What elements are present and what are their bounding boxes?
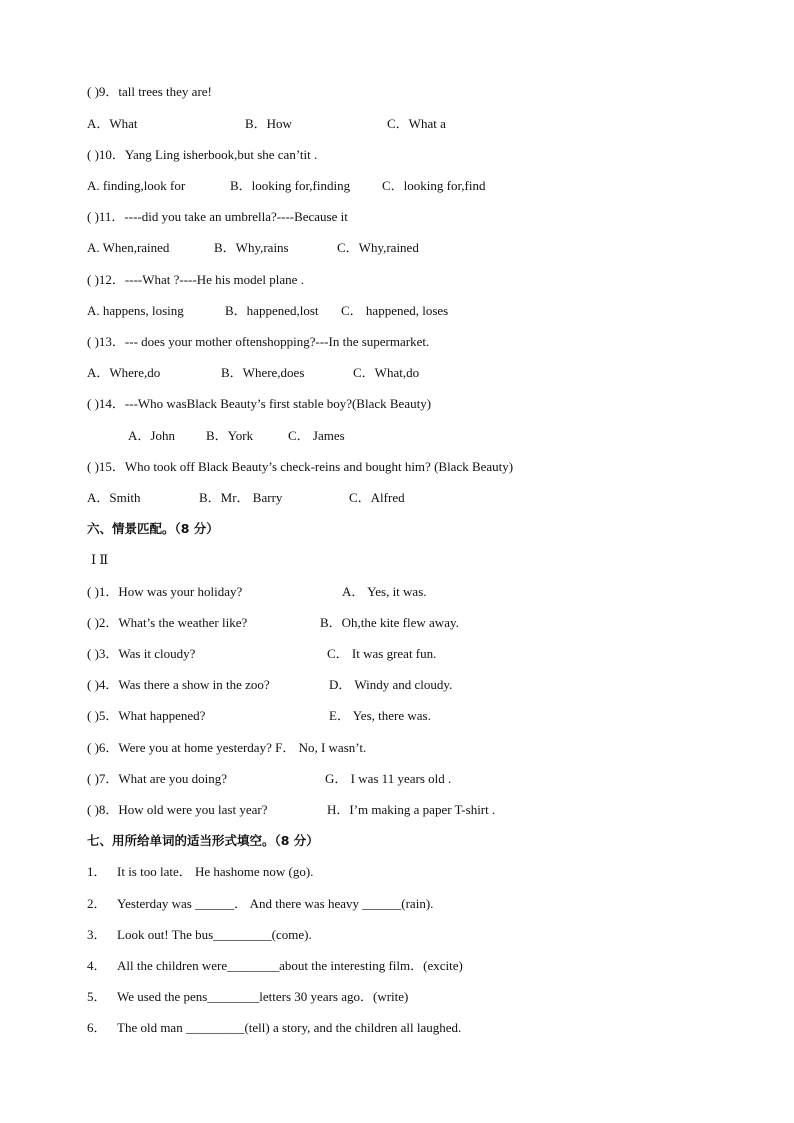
question-11: [87, 209, 348, 225]
option-b: B．happened,lost: [225, 303, 319, 318]
match-row-6: [87, 740, 366, 756]
match-left: ( )5．What happened?: [87, 708, 206, 723]
question-stem: ( )11．----did you take an umbrella?----Because it: [87, 209, 348, 224]
match-row-5: [87, 708, 431, 724]
fill-item-3: [87, 927, 312, 943]
question-15: [87, 459, 513, 475]
option-a: A．What: [87, 116, 138, 131]
match-right: H．I’m making a paper T-shirt .: [327, 802, 496, 817]
fill-item-2: [87, 896, 434, 912]
match-right: C． It was great fun.: [327, 646, 437, 661]
item-text: Look out! The bus_________(come).: [117, 927, 312, 942]
option-c: C． happened, loses: [341, 303, 449, 318]
item-text: The old man _________(tell) a story, and the children all laughed.: [117, 1020, 462, 1035]
section-6-columns: Ⅰ Ⅱ: [91, 552, 109, 567]
match-left: ( )8．How old were you last year?: [87, 802, 268, 817]
option-a: A. happens, losing: [87, 303, 184, 318]
match-left: ( )6．Were you at home yesterday? F． No, I wasn’t.: [87, 740, 367, 755]
question-14: [87, 396, 431, 412]
item-number: 3．: [87, 927, 107, 942]
match-row-8: [87, 802, 496, 818]
fill-item-4: [87, 958, 463, 974]
question-10-options: [87, 178, 486, 194]
item-text: All the children were________about the interesting film．(excite): [117, 958, 463, 973]
option-a: A．Where,do: [87, 365, 161, 380]
match-right: B．Oh,the kite flew away.: [320, 615, 459, 630]
match-row-7: [87, 771, 452, 787]
match-left: ( )3．Was it cloudy?: [87, 646, 196, 661]
fill-item-5: [87, 989, 409, 1005]
option-c: C．What a: [387, 116, 446, 131]
item-text: It is too late． He hashome now (go).: [117, 864, 314, 879]
option-b: B．Where,does: [221, 365, 305, 380]
section-7-title: 七、用所给单词的适当形式填空。（8 分）: [87, 833, 319, 848]
option-c: C．Why,rained: [337, 240, 419, 255]
option-a: A. finding,look for: [87, 178, 186, 193]
item-number: 5．: [87, 989, 107, 1004]
item-number: 2．: [87, 896, 107, 911]
option-c: C． James: [288, 428, 345, 443]
option-c: C．looking for,find: [382, 178, 486, 193]
match-right: E． Yes, there was.: [329, 708, 431, 723]
item-text: We used the pens________letters 30 years ago．(write): [117, 989, 409, 1004]
match-left: ( )4．Was there a show in the zoo?: [87, 677, 270, 692]
option-b: B．Why,rains: [214, 240, 289, 255]
question-12-options: [87, 303, 449, 319]
item-number: 4．: [87, 958, 107, 973]
option-c: C．What,do: [353, 365, 420, 380]
match-left: ( )7．What are you doing?: [87, 771, 228, 786]
fill-item-6: [87, 1020, 462, 1036]
question-13: [87, 334, 429, 350]
match-left: ( )1．How was your holiday?: [87, 584, 243, 599]
question-9: [87, 84, 212, 100]
match-left: ( )2．What’s the weather like?: [87, 615, 248, 630]
option-a: A. When,rained: [87, 240, 170, 255]
question-stem: ( )9．tall trees they are!: [87, 84, 212, 99]
match-right: A． Yes, it was.: [342, 584, 427, 599]
match-right: D． Windy and cloudy.: [329, 677, 453, 692]
fill-item-1: [87, 864, 314, 880]
match-right: G． I was 11 years old .: [325, 771, 452, 786]
question-15-options: [87, 490, 405, 506]
item-number: 6．: [87, 1020, 107, 1035]
option-b: B．York: [206, 428, 254, 443]
question-stem: ( )12．----What ?----He his model plane .: [87, 272, 304, 287]
option-b: B．Mr． Barry: [199, 490, 283, 505]
option-b: B．looking for,finding: [230, 178, 351, 193]
match-row-4: [87, 677, 453, 693]
question-9-options: [87, 116, 446, 132]
question-10: [87, 147, 317, 163]
question-stem: ( )13．--- does your mother oftenshopping?---In the supermarket.: [87, 334, 430, 349]
question-stem: ( )14．---Who wasBlack Beauty’s first stable boy?(Black Beauty): [87, 396, 432, 411]
match-row-1: [87, 584, 427, 600]
match-row-3: [87, 646, 437, 662]
option-c: C．Alfred: [349, 490, 405, 505]
match-row-2: [87, 615, 459, 631]
question-14-options: [128, 428, 345, 444]
section-6-title: 六、情景匹配。（8 分）: [87, 521, 219, 536]
question-stem: ( )10．Yang Ling isherbook,but she can’tit .: [87, 147, 318, 162]
question-11-options: [87, 240, 419, 256]
option-a: A．John: [128, 428, 175, 443]
option-b: B．How: [245, 116, 292, 131]
option-a: A．Smith: [87, 490, 141, 505]
item-text: Yesterday was ______． And there was heavy ______(rain).: [117, 896, 434, 911]
question-12: [87, 272, 304, 288]
question-13-options: [87, 365, 420, 381]
item-number: 1．: [87, 864, 107, 879]
question-stem: ( )15．Who took off Black Beauty’s check-reins and bought him? (Black Beauty): [87, 459, 514, 474]
